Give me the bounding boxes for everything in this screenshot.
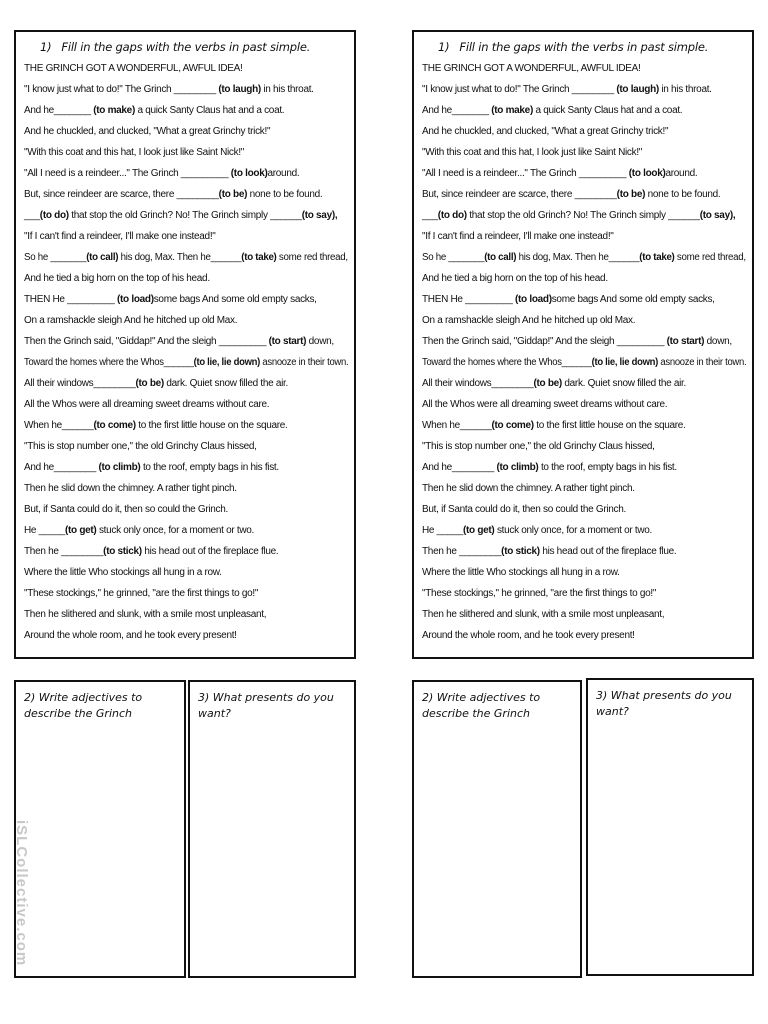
line-text: Toward the homes where the Whos______ bbox=[24, 357, 194, 368]
line-text: "This is stop number one," the old Grinchy Claus hissed, bbox=[24, 441, 257, 452]
line-text: Around the whole room, and he took every present! bbox=[24, 630, 237, 641]
line-text: And he________ bbox=[24, 462, 99, 473]
line-text: asnooze in their town. bbox=[260, 357, 349, 368]
line-text: "This is stop number one," the old Grinchy Claus hissed, bbox=[422, 441, 655, 452]
line-text: that stop the old Grinch? No! The Grinch simply ______ bbox=[466, 210, 700, 221]
poem-title: THE GRINCH GOT A WONDERFUL, AWFUL IDEA! bbox=[24, 63, 243, 74]
line-text: his dog, Max. Then he______ bbox=[516, 252, 640, 263]
verb-cue: (to be) bbox=[218, 189, 248, 200]
poem-line bbox=[422, 100, 746, 121]
line-text: his head out of the fireplace flue. bbox=[141, 546, 279, 557]
verb-cue: (to look) bbox=[230, 168, 268, 179]
line-text: to the roof, empty bags in his fist. bbox=[140, 462, 279, 473]
poem-line bbox=[422, 142, 746, 163]
exercise2-box-right bbox=[412, 680, 582, 978]
verb-cue: (to climb) bbox=[98, 462, 141, 473]
poem-line bbox=[24, 247, 348, 268]
line-text: Then he slid down the chimney. A rather tight pinch. bbox=[422, 483, 635, 494]
poem-line bbox=[422, 583, 746, 604]
exercise1-number: 1) bbox=[40, 40, 52, 54]
line-text: none to be found. bbox=[247, 189, 323, 200]
poem-line bbox=[24, 121, 348, 142]
line-text: Around the whole room, and he took every present! bbox=[422, 630, 635, 641]
line-text: down, bbox=[306, 336, 334, 347]
verb-cue: (to start) bbox=[268, 336, 307, 347]
line-text: "I know just what to do!" The Grinch ________ bbox=[24, 84, 219, 95]
poem-line bbox=[422, 352, 747, 373]
line-text: So he _______ bbox=[422, 252, 485, 263]
line-text: And he tied a big horn on the top of his head. bbox=[24, 273, 210, 284]
verb-cue: (to laugh) bbox=[616, 84, 659, 95]
verb-cue: (to be) bbox=[533, 378, 562, 389]
line-text: down, bbox=[704, 336, 732, 347]
poem-line bbox=[422, 289, 746, 310]
verb-cue: (to load) bbox=[515, 294, 552, 305]
poem-line bbox=[422, 226, 746, 247]
verb-cue: (to do) bbox=[39, 210, 69, 221]
verb-cue: (to say), bbox=[699, 210, 736, 221]
poem-line bbox=[422, 79, 746, 100]
line-text: Then he ________ bbox=[422, 546, 502, 557]
verb-cue: (to say), bbox=[301, 210, 338, 221]
exercise1-instruction: Fill in the gaps with the verbs in past simple. bbox=[61, 40, 311, 54]
line-text: "These stockings," he grinned, "are the first things to go!" bbox=[422, 588, 657, 599]
poem-line bbox=[422, 457, 746, 478]
verb-cue: (to laugh) bbox=[218, 84, 261, 95]
line-text: "With this coat and this hat, I look just like Saint Nick!" bbox=[24, 147, 245, 158]
line-text: He _____ bbox=[422, 525, 463, 536]
poem-line bbox=[422, 478, 746, 499]
line-text: But, since reindeer are scarce, there ________ bbox=[24, 189, 219, 200]
poem-line bbox=[24, 562, 348, 583]
line-text: All the Whos were all dreaming sweet dreams without care. bbox=[24, 399, 270, 410]
line-text: some bags And some old empty sacks, bbox=[153, 294, 317, 305]
verb-cue: (to start) bbox=[666, 336, 705, 347]
line-text: Then he slid down the chimney. A rather tight pinch. bbox=[24, 483, 237, 494]
line-text: around. bbox=[665, 168, 698, 179]
exercise1-heading bbox=[40, 40, 348, 54]
exercise3-label: 3) What presents do you want? bbox=[198, 691, 334, 720]
line-text: When he______ bbox=[422, 420, 492, 431]
poem-line bbox=[422, 121, 746, 142]
poem-line bbox=[24, 100, 348, 121]
poem-line bbox=[422, 163, 746, 184]
poem-line bbox=[24, 394, 348, 415]
line-text: his head out of the fireplace flue. bbox=[539, 546, 677, 557]
poem-line bbox=[422, 205, 746, 226]
exercise2-label: 2) Write adjectives to describe the Grinch bbox=[24, 691, 143, 720]
poem-line bbox=[422, 415, 746, 436]
verb-cue: (to load) bbox=[117, 294, 154, 305]
verb-cue: (to come) bbox=[93, 420, 136, 431]
verb-cue: (to be) bbox=[616, 189, 646, 200]
line-text: But, since reindeer are scarce, there ________ bbox=[422, 189, 617, 200]
line-text: "All I need is a reindeer..." The Grinch _________ bbox=[422, 168, 629, 179]
poem-line bbox=[24, 436, 348, 457]
poem-line bbox=[24, 184, 348, 205]
poem-line bbox=[24, 79, 348, 100]
verb-cue: (to get) bbox=[462, 525, 495, 536]
line-text: THEN He _________ bbox=[422, 294, 515, 305]
line-text: And he chuckled, and clucked, "What a great Grinchy trick!" bbox=[24, 126, 271, 137]
line-text: "If I can't find a reindeer, I'll make one instead!" bbox=[422, 231, 614, 242]
line-text: All the Whos were all dreaming sweet dreams without care. bbox=[422, 399, 668, 410]
poem-line bbox=[422, 310, 746, 331]
line-text: "If I can't find a reindeer, I'll make one instead!" bbox=[24, 231, 216, 242]
poem-line bbox=[422, 436, 746, 457]
line-text: dark. Quiet snow filled the air. bbox=[561, 378, 686, 389]
verb-cue: (to take) bbox=[241, 252, 277, 263]
line-text: a quick Santy Claus hat and a coat. bbox=[532, 105, 683, 116]
verb-cue: (to take) bbox=[639, 252, 675, 263]
line-text: some red thread, bbox=[674, 252, 746, 263]
line-text: On a ramshackle sleigh And he hitched up old Max. bbox=[24, 315, 238, 326]
exercise1-heading bbox=[438, 40, 746, 54]
line-text: And he________ bbox=[422, 462, 497, 473]
poem-line bbox=[422, 268, 746, 289]
line-text: to the first little house on the square. bbox=[533, 420, 686, 431]
line-text: Then the Grinch said, "Giddap!" And the sleigh _________ bbox=[24, 336, 269, 347]
exercise1-number: 1) bbox=[438, 40, 450, 54]
line-text: Where the little Who stockings all hung in a row. bbox=[422, 567, 620, 578]
poem-line bbox=[24, 499, 348, 520]
verb-cue: (to stick) bbox=[103, 546, 142, 557]
poem-line bbox=[24, 478, 348, 499]
line-text: Then he ________ bbox=[24, 546, 104, 557]
poem-line bbox=[422, 604, 746, 625]
line-text: a quick Santy Claus hat and a coat. bbox=[134, 105, 285, 116]
poem-line bbox=[422, 373, 746, 394]
verb-cue: (to do) bbox=[437, 210, 467, 221]
line-text: stuck only once, for a moment or two. bbox=[494, 525, 653, 536]
poem-line bbox=[422, 499, 746, 520]
exercise3-box-right bbox=[586, 678, 754, 976]
poem-line bbox=[422, 394, 746, 415]
line-text: "All I need is a reindeer..." The Grinch _________ bbox=[24, 168, 231, 179]
poem-line bbox=[24, 625, 348, 646]
verb-cue: (to lie, lie down) bbox=[591, 357, 659, 368]
line-text: THEN He _________ bbox=[24, 294, 117, 305]
line-text: around. bbox=[267, 168, 300, 179]
verb-cue: (to stick) bbox=[501, 546, 540, 557]
line-text: Toward the homes where the Whos______ bbox=[422, 357, 592, 368]
exercise2-label: 2) Write adjectives to describe the Grinch bbox=[422, 691, 541, 720]
poem-line bbox=[24, 520, 348, 541]
poem-line bbox=[24, 163, 348, 184]
line-text: Where the little Who stockings all hung in a row. bbox=[24, 567, 222, 578]
line-text: And he tied a big horn on the top of his head. bbox=[422, 273, 608, 284]
poem-line bbox=[24, 604, 348, 625]
line-text: stuck only once, for a moment or two. bbox=[96, 525, 255, 536]
verb-cue: (to get) bbox=[64, 525, 97, 536]
verb-cue: (to be) bbox=[135, 378, 164, 389]
poem-line bbox=[24, 541, 348, 562]
line-text: asnooze in their town. bbox=[658, 357, 747, 368]
line-text: "I know just what to do!" The Grinch ________ bbox=[422, 84, 617, 95]
poem-line bbox=[422, 247, 746, 268]
poem-line bbox=[24, 268, 348, 289]
line-text: dark. Quiet snow filled the air. bbox=[163, 378, 288, 389]
watermark-text: iSLCollective.com bbox=[13, 820, 30, 967]
line-text: Then he slithered and slunk, with a smile most unpleasant, bbox=[24, 609, 267, 620]
exercise1-box-right bbox=[412, 30, 754, 659]
line-text: in his throat. bbox=[658, 84, 712, 95]
poem-line bbox=[24, 310, 348, 331]
verb-cue: (to make) bbox=[93, 105, 135, 116]
exercise1-box-left bbox=[14, 30, 356, 659]
line-text: On a ramshackle sleigh And he hitched up old Max. bbox=[422, 315, 636, 326]
line-text: "These stockings," he grinned, "are the first things to go!" bbox=[24, 588, 259, 599]
line-text: ___ bbox=[422, 210, 438, 221]
poem-line bbox=[24, 331, 348, 352]
poem-lines bbox=[24, 79, 348, 646]
poem-line bbox=[24, 583, 348, 604]
poem-line bbox=[24, 373, 348, 394]
poem-line bbox=[24, 352, 349, 373]
verb-cue: (to climb) bbox=[496, 462, 539, 473]
exercise2-box-left bbox=[14, 680, 186, 978]
line-text: that stop the old Grinch? No! The Grinch simply ______ bbox=[68, 210, 302, 221]
line-text: He _____ bbox=[24, 525, 65, 536]
verb-cue: (to make) bbox=[491, 105, 533, 116]
verb-cue: (to call) bbox=[484, 252, 517, 263]
verb-cue: (to call) bbox=[86, 252, 119, 263]
poem-line bbox=[422, 184, 746, 205]
line-text: his dog, Max. Then he______ bbox=[118, 252, 242, 263]
verb-cue: (to look) bbox=[628, 168, 666, 179]
line-text: So he _______ bbox=[24, 252, 87, 263]
line-text: And he chuckled, and clucked, "What a great Grinchy trick!" bbox=[422, 126, 669, 137]
exercise3-box-left bbox=[188, 680, 356, 978]
line-text: But, if Santa could do it, then so could the Grinch. bbox=[422, 504, 626, 515]
poem-line bbox=[422, 541, 746, 562]
poem-line bbox=[24, 142, 348, 163]
poem-line bbox=[24, 289, 348, 310]
line-text: in his throat. bbox=[260, 84, 314, 95]
line-text: none to be found. bbox=[645, 189, 721, 200]
poem-line bbox=[24, 205, 348, 226]
line-text: "With this coat and this hat, I look just like Saint Nick!" bbox=[422, 147, 643, 158]
poem-line bbox=[422, 562, 746, 583]
poem-line bbox=[422, 625, 746, 646]
line-text: All their windows________ bbox=[422, 378, 534, 389]
poem-line bbox=[422, 331, 746, 352]
poem-line bbox=[24, 226, 348, 247]
line-text: Then the Grinch said, "Giddap!" And the sleigh _________ bbox=[422, 336, 667, 347]
line-text: to the roof, empty bags in his fist. bbox=[538, 462, 677, 473]
exercise1-instruction: Fill in the gaps with the verbs in past simple. bbox=[459, 40, 709, 54]
poem-line bbox=[422, 520, 746, 541]
line-text: And he_______ bbox=[24, 105, 94, 116]
poem-lines bbox=[422, 79, 746, 646]
poem-line bbox=[24, 415, 348, 436]
line-text: But, if Santa could do it, then so could the Grinch. bbox=[24, 504, 228, 515]
line-text: some bags And some old empty sacks, bbox=[551, 294, 715, 305]
line-text: When he______ bbox=[24, 420, 94, 431]
poem-title: THE GRINCH GOT A WONDERFUL, AWFUL IDEA! bbox=[422, 63, 641, 74]
line-text: And he_______ bbox=[422, 105, 492, 116]
line-text: All their windows________ bbox=[24, 378, 136, 389]
line-text: Then he slithered and slunk, with a smile most unpleasant, bbox=[422, 609, 665, 620]
line-text: ___ bbox=[24, 210, 40, 221]
exercise3-label: 3) What presents do you want? bbox=[596, 689, 732, 718]
verb-cue: (to come) bbox=[491, 420, 534, 431]
line-text: some red thread, bbox=[276, 252, 348, 263]
verb-cue: (to lie, lie down) bbox=[193, 357, 261, 368]
line-text: to the first little house on the square. bbox=[135, 420, 288, 431]
poem-line bbox=[24, 457, 348, 478]
